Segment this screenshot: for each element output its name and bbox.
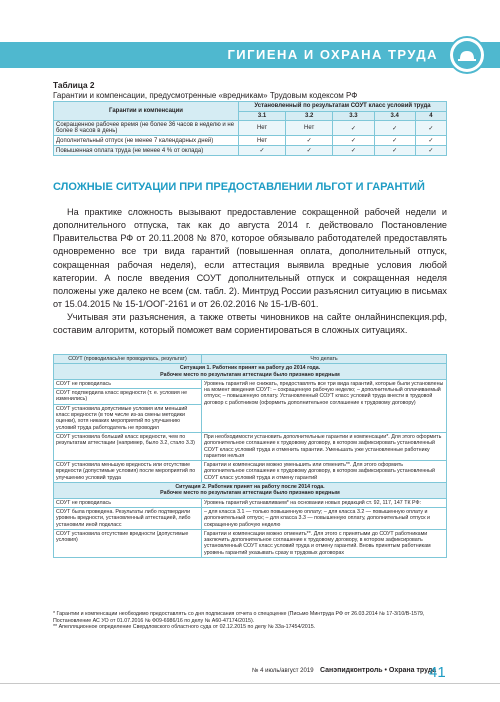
cell: ✓ <box>415 136 446 146</box>
footnote: ** Апелляционное определение Свердловского областного суда от 02.12.2015 по делу № 33а-17454/2015. <box>53 624 316 631</box>
row-left: СОУТ установила отсутствие вредности (допустимые условия) <box>54 529 202 557</box>
row-right: Гарантии и компенсации можно отменить**. Для этого с принятыми до СОУТ работниками заключить дополнительное соглашение к трудовому договору, в котором зафиксировать установленный СОУТ класс условий труда и отмену гарантий. Вновь принятым работникам уровень гарантий указывать сразу в трудовых договорах <box>202 529 447 557</box>
row-right: Гарантии и компенсации можно уменьшить или отменить**. Для этого оформить дополнительное соглашение к трудовому договору, в котором зафиксировать установленный СОУТ класс условий труда и отмену гарантий <box>202 461 447 483</box>
body-text <box>53 206 447 338</box>
cell: ✓ <box>374 146 415 156</box>
row-left: СОУТ не проводилась <box>54 498 202 507</box>
table2-class: 3.1 <box>239 111 286 121</box>
table-row <box>54 146 447 156</box>
cell: ✓ <box>333 136 374 146</box>
situation-heading <box>54 364 447 380</box>
paragraph: Учитывая эти разъяснения, а также ответы чиновников на сайте онлайнинспекция.рф, составим алгоритм, который поможет вам сориентироваться в сложных ситуациях. <box>53 312 447 336</box>
table2-class: 3.3 <box>333 111 374 121</box>
row-left: СОУТ установила меньшую вредность или отсутствие вредности (допустимые условия) после мероприятий по улучшению условий труда <box>54 461 202 483</box>
footnotes <box>53 611 447 631</box>
footnote: * Гарантии и компенсации необходимо предоставлять со дня подписания отчета о спецоценке (Письмо Минтруда РФ от 26.03.2014 № 17-3/10/В-1579, Постановление АС УО от 01.07.2016 № Ф09-6986/16 по делу № А60-47174/2015). <box>53 611 425 624</box>
cell: Нет <box>239 121 286 136</box>
table3-col-left: СОУТ (проводилась/не проводилась, результат) <box>54 355 202 364</box>
table-row <box>54 498 447 507</box>
table2 <box>53 101 447 156</box>
row-left: СОУТ не проводилась <box>54 379 202 388</box>
table-row <box>54 461 447 483</box>
table-row <box>54 507 447 529</box>
cell: ✓ <box>333 146 374 156</box>
row-right: Уровень гарантий устанавливаем* на основании новых редакций ст. 92, 117, 147 ТК РФ: <box>202 498 447 507</box>
paragraph: На практике сложность вызывают предоставление сокращенной рабочей недели и дополнительного отпуска, так как до августа 2014 г. действовало Постановление Правительства РФ от 20.11.2008 № 870, которое обязывало работодателей предоставлять одновременно все три вида гарантий (повышенная оплата, дополнительный отпуск, сокращенная рабочая неделя), если аттестация выявила вредные условия любой категории. А после введения СОУТ дополнительный отпуск и сокращенная неделя положены уже далеко не всем (см. табл. 2). Минтруд России разъяснил ситуацию в письмах от 15.04.2015 № 15-1/ООГ-2161 и от 26.02.2016 № 15-1/В-601. <box>53 207 447 310</box>
cell: ✓ <box>374 121 415 136</box>
cell: ✓ <box>415 146 446 156</box>
table-row <box>54 121 447 136</box>
footer-magazine: Санэпидконтроль • Охрана труда <box>320 667 437 674</box>
table3 <box>53 354 447 558</box>
footer-rule <box>0 683 500 684</box>
row-right: Уровень гарантий не снижать, предоставлять все три вида гарантий, которые были установлены на момент введения СОУТ: – сокращенную рабочую неделю; – дополнительный оплачиваемый отпуск; – повышенную оплату. Установленный СОУТ класс условий труда внести в трудовой договор с работником (оформить дополнительное соглашение к трудовому договору) <box>202 379 447 432</box>
row-left: СОУТ была проведена. Результаты либо подтвердили уровень вредности, установленный аттестацией, либо установили иной подкласс <box>54 507 202 529</box>
row-label: Дополнительный отпуск (не менее 7 календарных дней) <box>54 136 239 146</box>
section-title: ГИГИЕНА И ОХРАНА ТРУДА <box>227 47 438 62</box>
table-row <box>54 529 447 557</box>
table2-col-main: Гарантии и компенсации <box>54 102 239 121</box>
situation-heading <box>54 483 447 499</box>
table2-subtitle: Гарантии и компенсации, предусмотренные «вредникам» Трудовым кодексом РФ <box>53 91 358 100</box>
cell: Нет <box>286 121 333 136</box>
cell: ✓ <box>374 136 415 146</box>
row-right: – для класса 3.1 — только повышенную оплату; – для класса 3.2 — повышенную оплату и дополнительный отпуск; – для класса 3.3 — повышенную оплату, дополнительный отпуск и сокращенную рабочую неделю <box>202 507 447 529</box>
table2-title: Таблица 2 <box>53 80 95 90</box>
hard-hat-icon <box>448 36 486 74</box>
table-row <box>54 432 447 460</box>
row-label: Повышенная оплата труда (не менее 4 % от оклада) <box>54 146 239 156</box>
situation-subtitle: Рабочее место по результатам аттестации было признано вредным <box>160 371 340 378</box>
table2-class: 4 <box>415 111 446 121</box>
cell: ✓ <box>415 121 446 136</box>
table3-col-right: Что делать <box>202 355 447 364</box>
cell: ✓ <box>286 136 333 146</box>
cell: ✓ <box>239 146 286 156</box>
cell: Нет <box>239 136 286 146</box>
situation-title: Ситуация 2. Работник принят на работу после 2014 года. <box>175 484 325 491</box>
row-left: СОУТ установила допустимые условия или меньший класс вредности (в том числе из-за смены методики оценки), хотя никаких мероприятий по улучшению условий труда работодатель не проводил <box>54 404 202 432</box>
cell: ✓ <box>333 121 374 136</box>
table2-class: 3.4 <box>374 111 415 121</box>
row-right: При необходимости установить дополнительные гарантии и компенсации*. Для этого оформить дополнительное соглашение к трудовому договору, в котором зафиксировать установленный СОУТ класс условий труда и отменить гарантии. Уменьшать уже установленные работнику гарантии нельзя <box>202 432 447 460</box>
cell: ✓ <box>286 146 333 156</box>
row-left: СОУТ подтвердила класс вредности (т. е. условия не изменились) <box>54 389 202 405</box>
table2-class: 3.2 <box>286 111 333 121</box>
situation-title: Ситуация 1. Работник принят на работу до 2014 года. <box>179 365 321 372</box>
row-left: СОУТ установила больший класс вредности, чем по результатам аттестации (например, было 3.2, стало 3.3) <box>54 432 202 460</box>
table-row <box>54 379 447 388</box>
table2-col-group: Установленный по результатам СОУТ класс условий труда <box>239 102 447 112</box>
situation-subtitle: Рабочее место по результатам аттестации было признано вредным <box>160 490 340 497</box>
table-row <box>54 136 447 146</box>
row-label: Сокращенное рабочее время (не более 36 часов в неделю и не более 8 часов в день) <box>54 121 239 136</box>
page-number: 41 <box>429 664 446 681</box>
section-heading: СЛОЖНЫЕ СИТУАЦИИ ПРИ ПРЕДОСТАВЛЕНИИ ЛЬГОТ И ГАРАНТИЙ <box>53 181 425 193</box>
footer-issue: № 4 июль/август 2019 <box>252 668 314 674</box>
